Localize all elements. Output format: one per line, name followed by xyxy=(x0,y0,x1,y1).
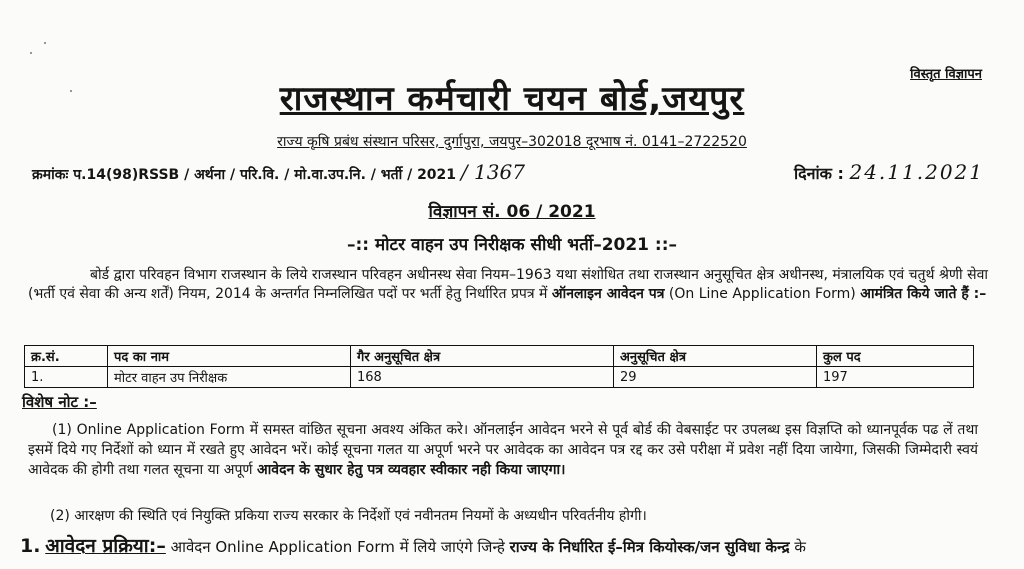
board-address: राज्य कृषि प्रबंध संस्थान परिसर, दुर्गापुरा, जयपुर–302018 दूरभाष नं. 0141–2722520 xyxy=(277,134,747,150)
note-1-text: (1) Online Application Form में समस्त वांछित सूचना अवश्य अंकित करे। ऑनलाईन आवेदन भरने से पूर्व बोर्ड की वेबसाईट पर उपलब्ध इस विज्ञप्ति को ध्यानपूर्वक पढ लें तथा इसमें दिये गए निर्देशों को ध्यान में रखते हुए आवेदन भरें। कोई सूचना गलत या अपूर्ण भरने पर आवेदक का आवेदन पत्र रद्द कर उसे परीक्षा में प्रवेश नहीं दिया जायेगा, जिसकी जिम्मेदारी स्वयं आवेदक की होगी तथा गलत सूचना या अपूर्ण xyxy=(28,422,978,478)
intro-bold: ऑनलाइन आवेदन पत्र xyxy=(551,286,665,302)
intro-mid: (On Line Application Form) xyxy=(668,286,856,302)
advertisement-number: विज्ञापन सं. 06 / 2021 xyxy=(428,202,596,222)
col-serial: क्र.सं. xyxy=(25,346,108,367)
section-1-tail: के xyxy=(794,538,806,556)
col-non-scheduled: गैर अनुसूचित क्षेत्र xyxy=(351,346,614,367)
advertisement-subject: –:: मोटर वाहन उप निरीक्षक सीधी भर्ती–2021 ::– xyxy=(346,235,678,255)
section-1-application-process xyxy=(20,532,806,558)
intro-text: बोर्ड द्वारा परिवहन विभाग राजस्थान के लिये राजस्थान परिवहन अधीनस्थ सेवा नियम–1963 यथा संशोधित तथा राजस्थान अनुसूचित क्षेत्र अधीनस्थ, मंत्रालयिक एवं चतुर्थ श्रेणी सेवा (भर्ती एवं सेवा की अन्य शर्तें) नियम, 2014 के अन्तर्गत निम्नलिखित पदों पर भर्ती हेतु निर्धारित प्रपत्र में xyxy=(28,267,988,302)
cell-total: 197 xyxy=(817,367,974,388)
section-1-number: 1. xyxy=(20,535,41,557)
reference-label: क्रमांकः प.14(98)RSSB / अर्थना / परि.वि. / मो.वा.उप.नि. / भर्ती / 2021 xyxy=(32,167,457,183)
special-note-heading: विशेष नोट :– xyxy=(22,393,97,411)
cell-scheduled: 29 xyxy=(614,367,817,388)
intro-bold-end: आमंत्रित किये जाते हैं :– xyxy=(860,286,987,302)
board-title: राजस्थान कर्मचारी चयन बोर्ड,जयपुर xyxy=(279,79,745,119)
intro-paragraph xyxy=(28,266,988,304)
cell-serial: 1. xyxy=(25,367,108,388)
col-scheduled: अनुसूचित क्षेत्र xyxy=(614,346,817,367)
reference-number xyxy=(32,160,525,184)
table-row xyxy=(25,367,974,388)
section-1-heading: आवेदन प्रक्रिया:– xyxy=(45,535,166,557)
note-1-bold: आवेदन के सुधार हेतु पत्र व्यवहार स्वीकार नही किया जाएगा। xyxy=(257,462,566,478)
col-post-name: पद का नाम xyxy=(108,346,351,367)
section-1-text: आवेदन Online Application Form में लिये जाएंगे जिन्हे xyxy=(170,538,505,556)
col-total: कुल पद xyxy=(817,346,974,367)
detailed-advertisement-tag: विस्तृत विज्ञापन xyxy=(910,67,982,82)
handwritten-date: 24.11.2021 xyxy=(849,160,984,184)
date-label: दिनांक : xyxy=(793,164,844,183)
posts-table xyxy=(24,345,974,388)
handwritten-dispatch-number: / 1367 xyxy=(460,160,525,184)
table-header-row xyxy=(25,346,974,367)
issue-date xyxy=(794,160,984,184)
scan-speck xyxy=(30,52,32,54)
scan-speck xyxy=(44,42,46,44)
cell-post-name: मोटर वाहन उप निरीक्षक xyxy=(108,367,351,388)
note-1 xyxy=(28,420,978,480)
note-2: (2) आरक्षण की स्थिति एवं नियुक्ति प्रकिया राज्य सरकार के निर्देशों एवं नवीनतम नियमों के अध्यधीन परिवर्तनीय होगी। xyxy=(50,508,647,524)
cell-non-scheduled: 168 xyxy=(351,367,614,388)
scan-speck xyxy=(70,90,72,92)
section-1-bold: राज्य के निर्धारित ई–मित्र कियोस्क/जन सुविधा केन्द्र xyxy=(509,538,790,556)
